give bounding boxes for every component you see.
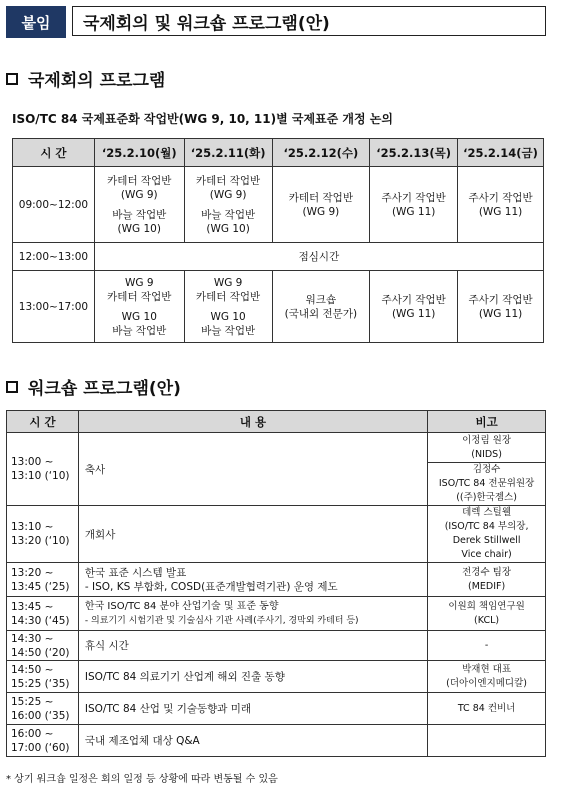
- section1-heading: [6, 66, 165, 91]
- table-row: [7, 433, 546, 463]
- content-cell: ISO/TC 84 의료기기 산업계 해외 진출 동향: [78, 661, 427, 693]
- table-row: [7, 693, 546, 725]
- table-row: [7, 506, 546, 563]
- content-cell: 국내 제조업체 대상 Q&A: [78, 725, 427, 757]
- col-header: ‘25.2.12(수): [272, 139, 370, 167]
- schedule-cell: 주사기 작업반 (WG 11): [458, 167, 544, 243]
- table-row: [13, 243, 544, 271]
- col-header: ‘25.2.13(목): [370, 139, 458, 167]
- schedule-cell: 워크숍 (국내외 전문가): [272, 271, 370, 343]
- time-cell: 13:20 ~ 13:45 (‘25): [7, 563, 79, 597]
- col-header: 시 간: [13, 139, 95, 167]
- note-cell: 이정림 원장 (NIDS): [428, 433, 546, 463]
- table-row: [7, 631, 546, 661]
- schedule-cell: 카테터 작업반 (WG 9) 바늘 작업반 (WG 10): [94, 167, 184, 243]
- time-cell: 13:45 ~ 14:30 (‘45): [7, 597, 79, 631]
- section1-title: 국제회의 프로그램: [28, 71, 166, 91]
- time-cell: 14:50 ~ 15:25 (‘35): [7, 661, 79, 693]
- col-header: ‘25.2.14(금): [458, 139, 544, 167]
- content-cell: ISO/TC 84 산업 및 기술동향과 미래: [78, 693, 427, 725]
- checkbox-square-icon: [6, 73, 18, 85]
- note-cell: 이원희 책임연구원 (KCL): [428, 597, 546, 631]
- time-cell: 16:00 ~ 17:00 (‘60): [7, 725, 79, 757]
- schedule-cell: 주사기 작업반 (WG 11): [370, 271, 458, 343]
- section1-subtitle: ISO/TC 84 국제표준화 작업반(WG 9, 10, 11)별 국제표준 개정 논의: [12, 112, 393, 126]
- footnote: * 상기 워크숍 일정은 회의 일정 등 상황에 따라 변동될 수 있음: [6, 774, 278, 785]
- content-cell: 휴식 시간: [78, 631, 427, 661]
- time-cell: 13:10 ~ 13:20 (‘10): [7, 506, 79, 563]
- note-cell: 데렉 스틸웰 (ISO/TC 84 부의장, Derek Stillwell Vice chair): [428, 506, 546, 563]
- note-cell: -: [428, 631, 546, 661]
- workshop-program-table: [6, 410, 546, 757]
- time-cell: 14:30 ~ 14:50 (‘20): [7, 631, 79, 661]
- section2-title: 워크숍 프로그램(안): [28, 379, 181, 399]
- time-cell: 13:00~17:00: [13, 271, 95, 343]
- content-cell: 한국 표준 시스템 발표 - ISO, KS 부합화, COSD(표준개발협력기관) 운영 제도: [78, 563, 427, 597]
- note-cell: [428, 725, 546, 757]
- table-row: [7, 563, 546, 597]
- conference-schedule-table: [12, 138, 544, 343]
- time-cell: 12:00~13:00: [13, 243, 95, 271]
- col-header: 비고: [428, 411, 546, 433]
- schedule-cell: 주사기 작업반 (WG 11): [458, 271, 544, 343]
- col-header: 내 용: [78, 411, 427, 433]
- document-header: [4, 4, 548, 38]
- col-header: ‘25.2.10(월): [94, 139, 184, 167]
- table-header-row: [7, 411, 546, 433]
- section2-heading: [6, 374, 181, 399]
- content-cell: 한국 ISO/TC 84 분야 산업기술 및 표준 동향 - 의료기기 시험기관 및 기술심사 기관 사례(주사기, 경막외 카테터 등): [78, 597, 427, 631]
- schedule-cell: 카테터 작업반 (WG 9) 바늘 작업반 (WG 10): [184, 167, 272, 243]
- table-header-row: [13, 139, 544, 167]
- table-row: [13, 271, 544, 343]
- time-cell: 15:25 ~ 16:00 (‘35): [7, 693, 79, 725]
- schedule-cell: 카테터 작업반 (WG 9): [272, 167, 370, 243]
- document-title: 국제회의 및 워크숍 프로그램(안): [72, 6, 546, 36]
- note-cell: 전경수 팀장 (MEDIF): [428, 563, 546, 597]
- content-cell: 개회사: [78, 506, 427, 563]
- time-cell: 09:00~12:00: [13, 167, 95, 243]
- col-header: ‘25.2.11(화): [184, 139, 272, 167]
- table-row: [7, 597, 546, 631]
- time-cell: 13:00 ~ 13:10 (‘10): [7, 433, 79, 506]
- schedule-cell: WG 9 카테터 작업반 WG 10 바늘 작업반: [184, 271, 272, 343]
- note-cell: 박재현 대표 (더아이엔지메디칼): [428, 661, 546, 693]
- content-cell: 축사: [78, 433, 427, 506]
- note-cell: TC 84 컨비너: [428, 693, 546, 725]
- col-header: 시 간: [7, 411, 79, 433]
- table-row: [13, 167, 544, 243]
- table-row: [7, 661, 546, 693]
- note-cell: 김정수 ISO/TC 84 전문위원장 ((주)한국젬스): [428, 463, 546, 506]
- attachment-badge: 붙임: [6, 6, 66, 38]
- schedule-cell: 주사기 작업반 (WG 11): [370, 167, 458, 243]
- table-row: [7, 725, 546, 757]
- checkbox-square-icon: [6, 381, 18, 393]
- lunch-cell: 점심시간: [94, 243, 543, 271]
- schedule-cell: WG 9 카테터 작업반 WG 10 바늘 작업반: [94, 271, 184, 343]
